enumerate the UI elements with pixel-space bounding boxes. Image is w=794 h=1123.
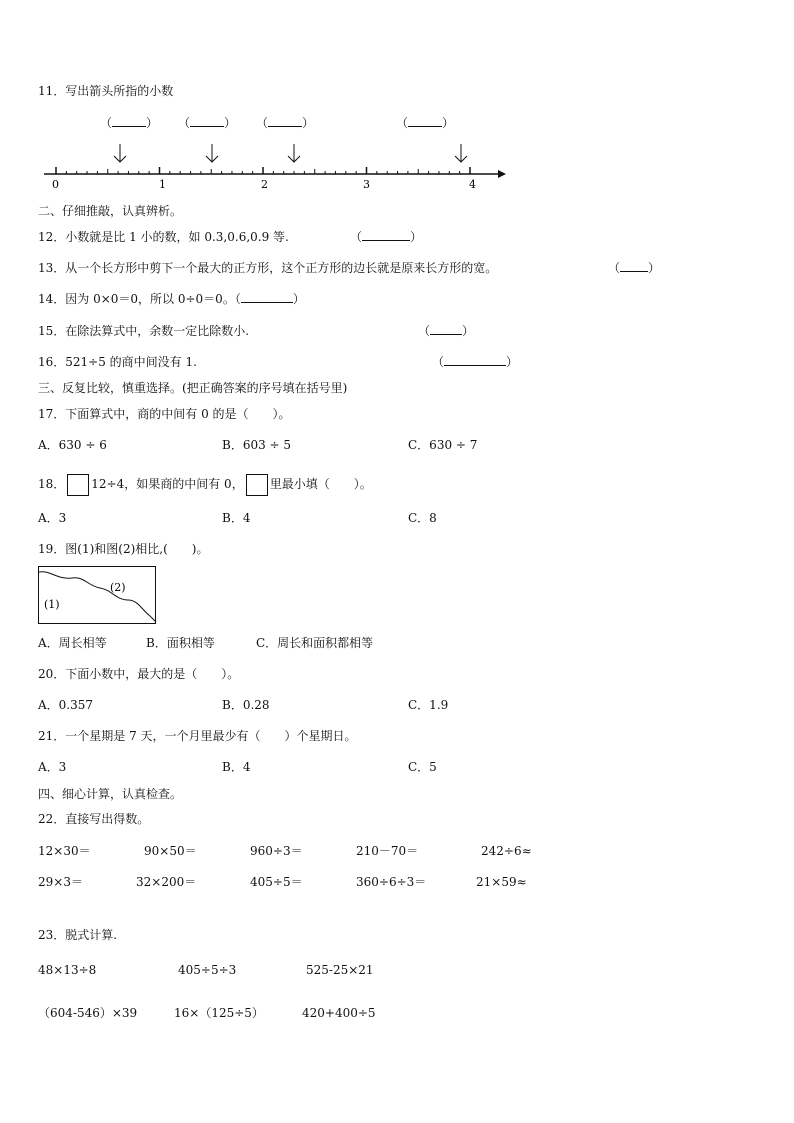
- tick-label: 1: [159, 178, 166, 191]
- tick-label: 3: [363, 178, 370, 191]
- calc-item: 32×200＝: [136, 875, 197, 889]
- q12-text: 12．小数就是比 1 小的数，如 0.3,0.6,0.9 等.: [38, 230, 289, 244]
- q18-text: [38, 473, 372, 496]
- q17-text: 17．下面算式中，商的中间有 0 的是（ ）。: [38, 407, 291, 421]
- expression-item: 48×13÷8: [38, 963, 97, 977]
- paren-close: ）: [146, 116, 159, 130]
- answer-underline: [362, 229, 410, 241]
- q18-option-b[interactable]: B．4: [222, 511, 251, 525]
- expression-item: 405÷5÷3: [178, 963, 237, 977]
- calc-item: 210－70＝: [356, 844, 419, 858]
- q21-option-b[interactable]: B．4: [222, 760, 251, 774]
- axis-arrow-head: [498, 170, 506, 178]
- figure-rectangle: [39, 567, 156, 624]
- down-arrow-icon: [114, 144, 126, 162]
- q19-option-b[interactable]: B．面积相等: [146, 636, 215, 650]
- expression-item: 420+400÷5: [302, 1006, 376, 1020]
- calc-item: 960÷3＝: [250, 844, 303, 858]
- q12-answer[interactable]: [350, 229, 422, 245]
- tick-label: 2: [261, 178, 268, 191]
- answer-underline[interactable]: [241, 291, 293, 303]
- paren-close: ）: [442, 116, 455, 130]
- paren-open: （: [178, 116, 191, 130]
- calc-item: 242÷6≈: [481, 844, 532, 858]
- q17-option-c[interactable]: C．630 ÷ 7: [408, 438, 478, 452]
- q23-title: 23．脱式计算.: [38, 928, 118, 942]
- down-arrow-icon: [288, 144, 300, 162]
- q20-option-b[interactable]: B．0.28: [222, 698, 270, 712]
- q14-statement: 14．因为 0×0＝0，所以 0÷0＝0。: [38, 292, 235, 306]
- calc-item: 12×30＝: [38, 844, 91, 858]
- paren-close: ）: [302, 116, 315, 130]
- paren-close: ）: [462, 324, 475, 338]
- calc-item: 21×59≈: [476, 875, 527, 889]
- section-3-heading: 三、反复比较，慎重选择。(把正确答案的序号填在括号里): [38, 381, 348, 395]
- expression-item: 16×（125÷5）: [174, 1006, 264, 1020]
- q21-text: 21．一个星期是 7 天，一个月里最少有（ ）个星期日。: [38, 729, 357, 743]
- calc-item: 90×50＝: [144, 844, 197, 858]
- paren-open: （: [418, 324, 431, 338]
- q20-option-c[interactable]: C．1.9: [408, 698, 449, 712]
- q20-option-a[interactable]: A．0.357: [38, 698, 94, 712]
- answer-underline: [620, 260, 648, 272]
- answer-underline: [444, 354, 506, 366]
- paren-close: ）: [648, 261, 661, 275]
- q17-option-b[interactable]: B．603 ÷ 5: [222, 438, 292, 452]
- q19-option-a[interactable]: A．周长相等: [38, 636, 107, 650]
- q21-option-a[interactable]: A．3: [38, 760, 67, 774]
- calc-item: 405÷5＝: [250, 875, 303, 889]
- paren-open: （: [100, 116, 113, 130]
- q13-answer[interactable]: [608, 260, 660, 276]
- figure-label-2: (2): [110, 581, 126, 594]
- q19-option-c[interactable]: C．周长和面积都相等: [256, 636, 374, 650]
- calc-item: 29×3＝: [38, 875, 83, 889]
- q15-text: 15．在除法算式中，余数一定比除数小.: [38, 324, 250, 338]
- section-4-heading: 四、细心计算，认真检查。: [38, 787, 183, 801]
- q16-text: 16．521÷5 的商中间没有 1.: [38, 355, 197, 369]
- expression-item: （604-546）×39: [38, 1006, 138, 1020]
- q19-figure: [38, 566, 158, 626]
- paren-open: （: [350, 230, 363, 244]
- q11-title: 11．写出箭头所指的小数: [38, 84, 174, 98]
- q18-end: 里最小填（ ）。: [269, 477, 372, 491]
- q21-option-c[interactable]: C．5: [408, 760, 437, 774]
- paren-close: ）: [506, 355, 519, 369]
- number-line: [0, 0, 794, 200]
- figure-curve: [39, 572, 156, 622]
- calc-item: 360÷6÷3＝: [356, 875, 427, 889]
- q17-option-a[interactable]: A．630 ÷ 6: [38, 438, 107, 452]
- paren-close: ）: [224, 116, 237, 130]
- q16-answer[interactable]: [432, 354, 518, 370]
- q14-text: [38, 291, 305, 307]
- q19-text: 19．图(1)和图(2)相比,( )。: [38, 542, 209, 556]
- paren-open: （: [234, 292, 241, 306]
- answer-underline: [430, 323, 462, 335]
- paren-open: （: [432, 355, 445, 369]
- tick-label: 4: [469, 178, 476, 191]
- down-arrow-icon: [455, 144, 467, 162]
- q15-answer[interactable]: [418, 323, 474, 339]
- down-arrow-icon: [206, 144, 218, 162]
- paren-open: （: [256, 116, 269, 130]
- q20-text: 20．下面小数中，最大的是（ ）。: [38, 667, 240, 681]
- paren-close: ）: [292, 292, 305, 306]
- tick-label: 0: [52, 178, 59, 191]
- q18-option-a[interactable]: A．3: [38, 511, 67, 525]
- paren-close: ）: [410, 230, 423, 244]
- q18-option-c[interactable]: C．8: [408, 511, 437, 525]
- paren-open: （: [608, 261, 621, 275]
- expression-item: 525-25×21: [306, 963, 374, 977]
- blank-box[interactable]: [67, 474, 89, 496]
- q18-middle: 12÷4，如果商的中间有 0，: [91, 477, 244, 491]
- q13-text: 13．从一个长方形中剪下一个最大的正方形，这个正方形的边长就是原来长方形的宽。: [38, 261, 498, 275]
- q22-title: 22．直接写出得数。: [38, 812, 150, 826]
- paren-open: （: [396, 116, 409, 130]
- section-2-heading: 二、仔细推敲，认真辨析。: [38, 204, 183, 218]
- q18-number: 18．: [38, 477, 66, 491]
- blank-box[interactable]: [246, 474, 268, 496]
- figure-label-1: (1): [44, 598, 60, 611]
